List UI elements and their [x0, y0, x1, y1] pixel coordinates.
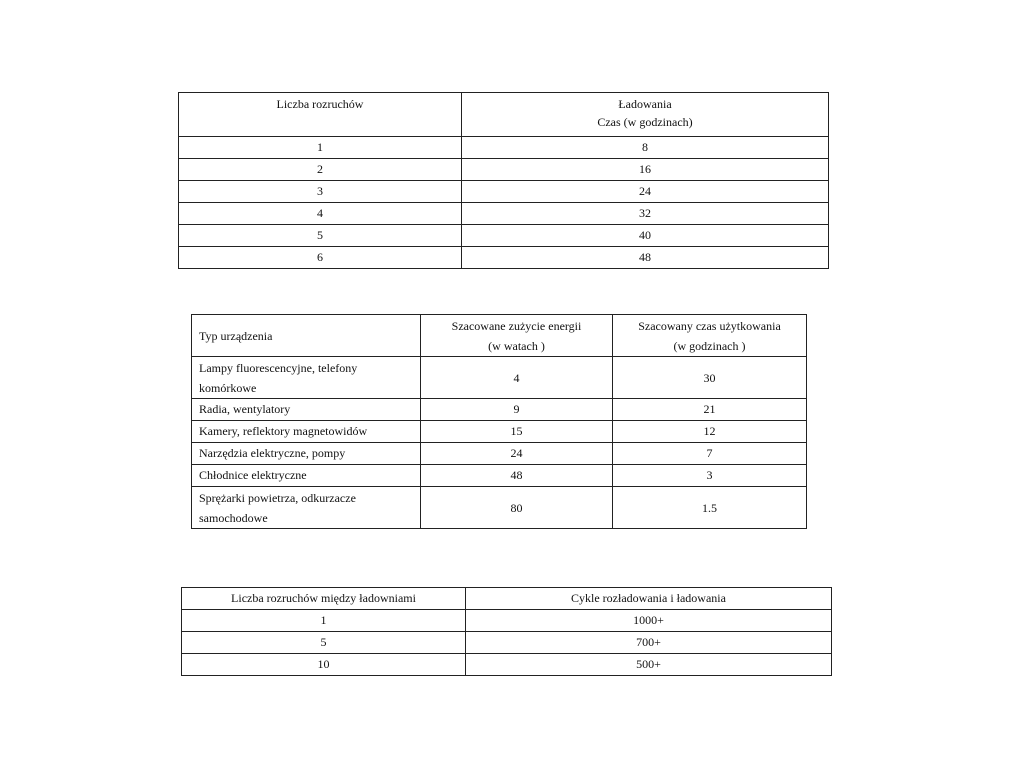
- watts-cell: 9: [421, 399, 613, 421]
- table-row: [192, 443, 807, 465]
- hours-cell: 48: [462, 247, 829, 269]
- header-discharge-charge-cycles: Cykle rozładowania i ładowania: [466, 588, 832, 610]
- hours-cell: 7: [613, 443, 807, 465]
- header-energy-label: Szacowane zużycie energii: [451, 318, 582, 333]
- hours-cell: 1.5: [613, 487, 807, 529]
- header-watts-unit: (w watach ): [488, 338, 545, 353]
- table-row: [179, 203, 829, 225]
- table-header-row: [179, 93, 829, 137]
- header-charging-label: Ładowania: [618, 97, 672, 111]
- table-row: [192, 487, 807, 529]
- device-name-line1: Sprężarki powietrza, odkurzacze: [199, 490, 356, 505]
- header-estimated-energy: [421, 315, 613, 357]
- header-starts-between-charges: Liczba rozruchów między ładowniami: [182, 588, 466, 610]
- watts-cell: 15: [421, 421, 613, 443]
- starts-cell: 6: [179, 247, 462, 269]
- header-device-type: Typ urządzenia: [192, 315, 421, 357]
- starts-cell: 1: [179, 137, 462, 159]
- table-row: [192, 465, 807, 487]
- header-charging-time: [462, 93, 829, 137]
- device-cell: [192, 357, 421, 399]
- hours-cell: 12: [613, 421, 807, 443]
- header-usage-label: Szacowany czas użytkowania: [638, 318, 781, 333]
- header-estimated-usage-time: [613, 315, 807, 357]
- header-time-hours-label: Czas (w godzinach): [597, 115, 693, 129]
- table-header-row: [192, 315, 807, 357]
- table-row: [192, 421, 807, 443]
- table-row: [179, 159, 829, 181]
- starts-cell: 4: [179, 203, 462, 225]
- device-cell: Radia, wentylatory: [192, 399, 421, 421]
- table-row: [179, 247, 829, 269]
- watts-cell: 24: [421, 443, 613, 465]
- table-row: [179, 225, 829, 247]
- hours-cell: 16: [462, 159, 829, 181]
- starts-cell: 5: [182, 632, 466, 654]
- hours-cell: 21: [613, 399, 807, 421]
- device-consumption-table: [191, 314, 807, 529]
- header-number-of-starts: Liczba rozruchów: [179, 93, 462, 137]
- cycles-cell: 1000+: [466, 610, 832, 632]
- cycles-cell: 500+: [466, 654, 832, 676]
- starts-cell: 1: [182, 610, 466, 632]
- hours-cell: 3: [613, 465, 807, 487]
- starts-cell: 10: [182, 654, 466, 676]
- table-row: [179, 181, 829, 203]
- device-cell: Kamery, reflektory magnetowidów: [192, 421, 421, 443]
- table-row: [179, 137, 829, 159]
- watts-cell: 4: [421, 357, 613, 399]
- table-row: [182, 654, 832, 676]
- table-row: [192, 399, 807, 421]
- hours-cell: 30: [613, 357, 807, 399]
- device-name-line2: komórkowe: [199, 380, 257, 395]
- starts-cell: 2: [179, 159, 462, 181]
- watts-cell: 80: [421, 487, 613, 529]
- table-row: [182, 632, 832, 654]
- starts-cell: 5: [179, 225, 462, 247]
- charge-cycles-table: [181, 587, 832, 676]
- charging-time-table: [178, 92, 829, 269]
- cycles-cell: 700+: [466, 632, 832, 654]
- table-header-row: [182, 588, 832, 610]
- device-cell: Chłodnice elektryczne: [192, 465, 421, 487]
- device-name-line2: samochodowe: [199, 510, 268, 525]
- hours-cell: 8: [462, 137, 829, 159]
- hours-cell: 32: [462, 203, 829, 225]
- table-row: [192, 357, 807, 399]
- hours-cell: 40: [462, 225, 829, 247]
- starts-cell: 3: [179, 181, 462, 203]
- hours-cell: 24: [462, 181, 829, 203]
- header-hours-unit: (w godzinach ): [673, 338, 746, 353]
- device-name-line1: Lampy fluorescencyjne, telefony: [199, 360, 358, 375]
- device-cell: [192, 487, 421, 529]
- watts-cell: 48: [421, 465, 613, 487]
- table-row: [182, 610, 832, 632]
- device-cell: Narzędzia elektryczne, pompy: [192, 443, 421, 465]
